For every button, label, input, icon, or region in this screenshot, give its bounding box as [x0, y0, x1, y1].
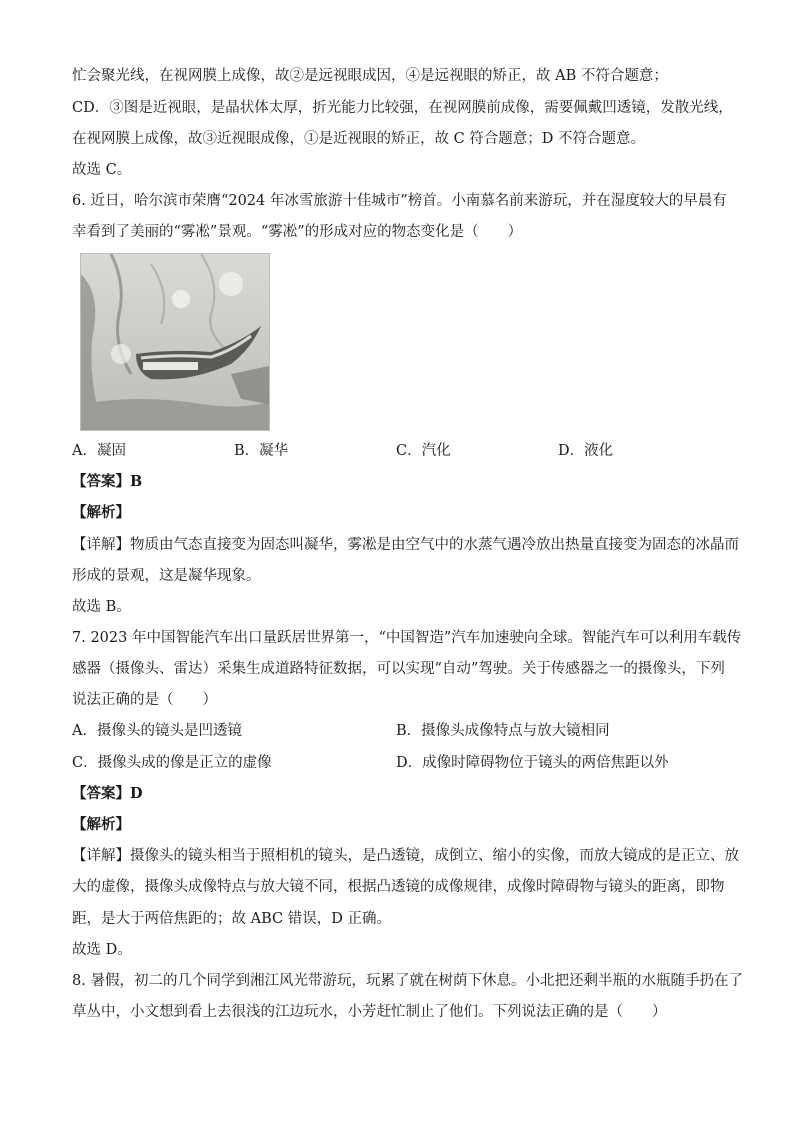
text-line: 在视网膜上成像，故③近视眼成像，①是近视眼的矫正，故 C 符合题意；D 不符合题意。	[72, 131, 646, 147]
answer-label: 【答案】D	[72, 785, 143, 802]
detail-text: 距，是大于两倍焦距的；故 ABC 错误，D 正确。	[72, 911, 391, 927]
question-7-stem: 感器（摄像头、雷达）采集生成道路特征数据，可以实现“自动”驾驶。关于传感器之一的摄像头，下列	[72, 661, 725, 677]
question-6-stem: 6. 近日，哈尔滨市荣膺“2024 年冰雪旅游十佳城市”榜首。小南慕名前来游玩，并在湿度较大的早晨有	[72, 193, 727, 209]
question-8-stem: 8. 暑假，初二的几个同学到湘江风光带游玩，玩累了就在树荫下休息。小北把还剩半瓶的水瓶随手扔在了	[72, 973, 743, 989]
option-a: A．凝固	[72, 443, 126, 459]
detail-text: 形成的景观，这是凝华现象。	[72, 568, 261, 584]
option-d: D．成像时障碍物位于镜头的两倍焦距以外	[396, 755, 669, 771]
option-c: C．汽化	[396, 443, 451, 459]
question-7-stem: 说法正确的是（ ）	[72, 692, 217, 708]
option-a: A．摄像头的镜头是凹透镜	[72, 723, 242, 739]
option-b: B．摄像头成像特点与放大镜相同	[396, 723, 610, 739]
text-line: 故选 C。	[72, 162, 132, 178]
detail-text: 大的虚像，摄像头成像特点与放大镜不同，根据凸透镜的成像规律，成像时障碍物与镜头的距离，即物	[72, 879, 725, 895]
detail-text: 【详解】物质由气态直接变为固态叫凝华，雾凇是由空气中的水蒸气遇冷放出热量直接变为固态的冰晶而	[72, 537, 739, 553]
option-b: B．凝华	[234, 443, 289, 459]
detail-text: 【详解】摄像头的镜头相当于照相机的镜头，是凸透镜，成倒立、缩小的实像，而放大镜成的是正立、放	[72, 848, 739, 864]
question-7-stem: 7. 2023 年中国智能汽车出口量跃居世界第一，“中国智造”汽车加速驶向全球。智能汽车可以利用车载传	[72, 630, 742, 646]
answer-label: 【答案】B	[72, 473, 143, 490]
question-6-stem: 幸看到了美丽的“雾凇”景观。“雾凇”的形成对应的物态变化是（ ）	[72, 224, 523, 240]
selection-text: 故选 B。	[72, 599, 131, 615]
analysis-label: 【解析】	[72, 504, 130, 521]
rime-sculpture-photo	[80, 253, 270, 431]
selection-text: 故选 D。	[72, 942, 132, 958]
text-line: 忙会聚光线，在视网膜上成像，故②是远视眼成因，④是远视眼的矫正，故 AB 不符合题意；	[72, 68, 668, 84]
question-8-stem: 草丛中，小文想到看上去很浅的江边玩水，小芳赶忙制止了他们。下列说法正确的是（ ）	[72, 1004, 667, 1020]
text-line: CD．③图是近视眼，是晶状体太厚，折光能力比较强，在视网膜前成像，需要佩戴凹透镜，发散光线，	[72, 100, 733, 116]
option-d: D．液化	[558, 443, 614, 459]
analysis-label: 【解析】	[72, 816, 130, 833]
option-c: C．摄像头成的像是正立的虚像	[72, 755, 272, 771]
